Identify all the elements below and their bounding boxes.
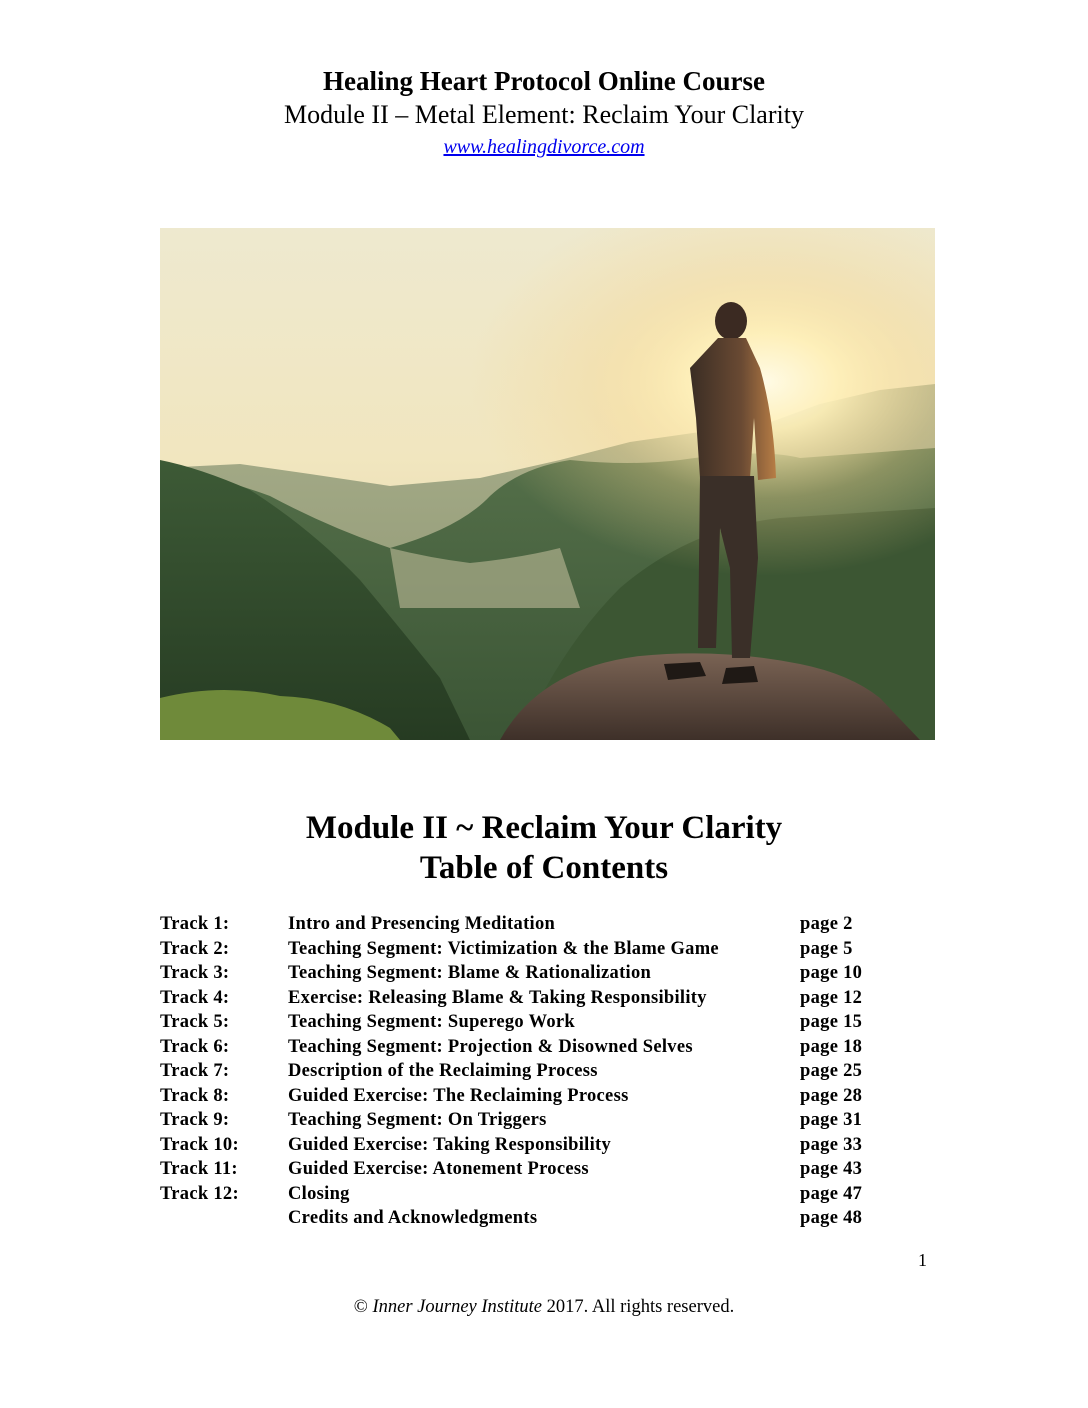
toc-track: Track 12: <box>160 1183 239 1204</box>
toc-page: page 47 <box>800 1183 863 1204</box>
toc-track: Track 5: <box>160 1012 230 1032</box>
copyright-text: 2017. All rights reserved. <box>546 1297 735 1317</box>
website-link[interactable]: www.healingdivorce.com <box>443 136 645 158</box>
toc-row <box>160 1182 880 1207</box>
toc-row <box>160 1035 880 1060</box>
toc-page: page 25 <box>800 1061 863 1081</box>
toc-page: page 43 <box>800 1159 863 1179</box>
toc-row <box>160 986 880 1011</box>
toc-row <box>160 1059 880 1084</box>
toc-page: page 28 <box>800 1085 863 1106</box>
toc-row <box>160 1157 880 1182</box>
toc-page: page 18 <box>800 1036 863 1057</box>
table-of-contents <box>160 912 880 1231</box>
toc-row <box>160 1206 880 1231</box>
toc-page: page 12 <box>800 987 863 1008</box>
toc-title: Teaching Segment: On Triggers <box>288 1110 547 1130</box>
toc-heading-module: Module II ~ Reclaim Your Clarity <box>305 810 783 846</box>
toc-title: Description of the Reclaiming Process <box>288 1061 598 1081</box>
toc-track: Track 8: <box>160 1085 230 1106</box>
toc-row <box>160 912 880 937</box>
toc-track: Track 1: <box>160 914 230 934</box>
toc-track: Track 6: <box>160 1036 230 1057</box>
toc-page: page 48 <box>800 1208 863 1228</box>
toc-page: page 15 <box>800 1012 863 1032</box>
module-subtitle: Module II – Metal Element: Reclaim Your Clarity <box>284 100 804 129</box>
toc-title: Guided Exercise: The Reclaiming Process <box>288 1085 629 1106</box>
toc-heading <box>0 808 1088 888</box>
toc-title: Guided Exercise: Atonement Process <box>288 1159 589 1179</box>
toc-track: Track 4: <box>160 987 230 1008</box>
toc-title: Guided Exercise: Taking Responsibility <box>288 1134 612 1155</box>
toc-title: Closing <box>288 1183 350 1204</box>
toc-title: Credits and Acknowledgments <box>288 1208 538 1228</box>
document-header <box>0 64 1088 160</box>
toc-title: Teaching Segment: Superego Work <box>288 1012 575 1032</box>
toc-track: Track 10: <box>160 1134 239 1155</box>
toc-title: Teaching Segment: Victimization & the Blame Game <box>288 938 719 959</box>
toc-title: Exercise: Releasing Blame & Taking Responsibility <box>288 987 707 1008</box>
toc-track: Track 7: <box>160 1061 230 1081</box>
toc-title: Intro and Presencing Meditation <box>288 914 556 934</box>
toc-track: Track 11: <box>160 1159 238 1179</box>
toc-row <box>160 1084 880 1109</box>
page-number: 1 <box>918 1250 927 1270</box>
toc-page: page 10 <box>800 963 863 983</box>
copyright-footer <box>0 1297 1088 1318</box>
hero-image <box>160 228 935 740</box>
toc-row <box>160 1010 880 1035</box>
toc-row <box>160 1108 880 1133</box>
toc-track: Track 2: <box>160 938 230 959</box>
organization-name: Inner Journey Institute <box>372 1297 543 1317</box>
toc-row <box>160 961 880 986</box>
course-title: Healing Heart Protocol Online Course <box>323 66 765 96</box>
toc-track: Track 9: <box>160 1110 230 1130</box>
toc-page: page 5 <box>800 938 853 959</box>
toc-page: page 33 <box>800 1134 863 1155</box>
toc-title: Teaching Segment: Projection & Disowned Selves <box>288 1036 693 1057</box>
toc-heading-title: Table of Contents <box>419 850 669 886</box>
toc-row <box>160 1133 880 1158</box>
toc-title: Teaching Segment: Blame & Rationalization <box>288 963 652 983</box>
toc-page: page 2 <box>800 914 853 934</box>
toc-row <box>160 937 880 962</box>
copyright-symbol: © <box>353 1297 368 1317</box>
toc-page: page 31 <box>800 1110 863 1130</box>
toc-track: Track 3: <box>160 963 230 983</box>
